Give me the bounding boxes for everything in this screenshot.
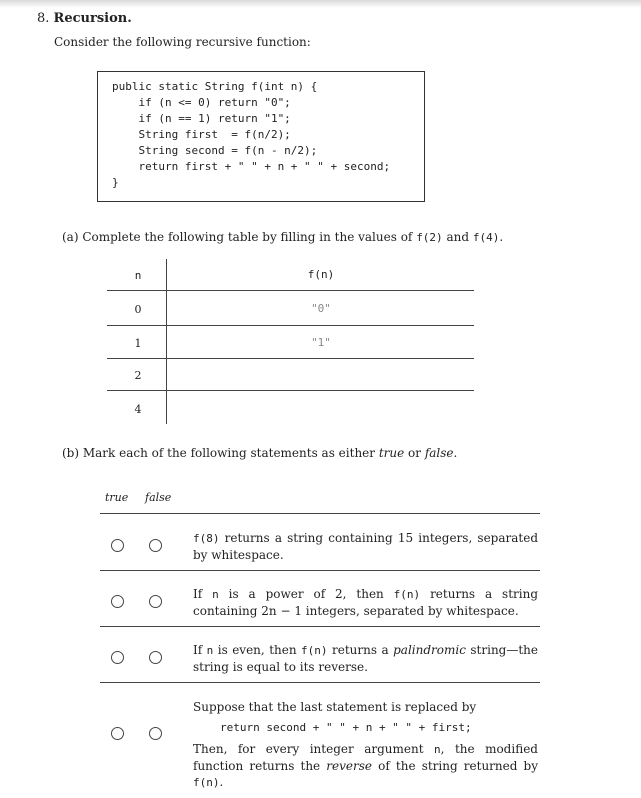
statement-2-text: is a power of 2, then (218, 587, 394, 601)
table-cell-n: 0 (134, 303, 142, 316)
statement-1-false-radio[interactable] (149, 539, 162, 552)
statement-1 (193, 530, 538, 563)
statement-3 (193, 642, 538, 675)
part-b-true-word: true (378, 446, 405, 460)
statement-4-text: of the string returned by (372, 759, 539, 773)
column-header-false: false (145, 491, 172, 504)
part-a-and: and (442, 230, 473, 244)
statement-4-period: . (219, 775, 224, 789)
part-b-prompt (62, 446, 457, 460)
table-cell-fn: "0" (311, 302, 331, 315)
table-cell-n: 2 (134, 369, 142, 382)
part-a-prompt (62, 230, 503, 244)
column-header-true: true (105, 491, 129, 504)
question-title: Recursion. (53, 11, 132, 26)
statement-4 (193, 741, 538, 791)
statement-3-text: is even, then (213, 643, 302, 657)
part-a-f4: f(4) (472, 231, 500, 244)
table-cell-n: 4 (134, 403, 142, 416)
table-header-fn: f(n) (307, 268, 335, 281)
code-line: } (112, 176, 119, 189)
table-header-n: n (134, 269, 142, 282)
table-answer-f4[interactable] (166, 402, 476, 416)
statement-1-text: returns a string containing 15 integers, separated by whitespace. (193, 531, 538, 562)
table-row-rule (107, 358, 474, 359)
statement-rule (100, 682, 540, 683)
statement-2-fn: f(n) (393, 588, 421, 601)
question-heading (37, 11, 132, 26)
statement-4-fn: f(n) (193, 776, 220, 789)
top-shadow-bar (0, 0, 641, 8)
table-answer-f2[interactable] (166, 369, 476, 383)
statement-3-palindromic: palindromic (393, 643, 466, 657)
statement-3-text: If (193, 643, 207, 657)
code-line: public static String f(int n) { (112, 80, 318, 93)
table-cell-n: 1 (134, 337, 142, 350)
statement-3-true-radio[interactable] (111, 651, 124, 664)
statement-4-code: return second + " " + n + " " + first; (220, 721, 472, 734)
statement-2-false-radio[interactable] (149, 595, 162, 608)
statement-2-text: returns a string containing 2n − 1 integers, separated by whitespace. (193, 587, 538, 618)
statement-4-text: Then, for every integer argument (193, 742, 435, 756)
part-b-period: . (453, 446, 458, 460)
statement-4-reverse: reverse (326, 759, 372, 773)
statement-rule (100, 626, 540, 627)
table-cell-fn: "1" (311, 336, 331, 349)
statement-3-text: returns a (327, 643, 394, 657)
statement-4-n: n (434, 743, 441, 756)
statement-4-line1: Suppose that the last statement is replaced by (193, 700, 477, 714)
statement-2-n: n (212, 588, 219, 601)
statement-3-n: n (206, 644, 214, 657)
statement-rule (100, 570, 540, 571)
code-line: String second = f(n - n/2); (112, 144, 318, 157)
code-line: String first = f(n/2); (112, 128, 291, 141)
statement-2-true-radio[interactable] (111, 595, 124, 608)
table-row-rule (107, 390, 474, 391)
code-line: if (n <= 0) return "0"; (112, 96, 291, 109)
statement-1-true-radio[interactable] (111, 539, 124, 552)
code-line: return first + " " + n + " " + second; (112, 160, 391, 173)
part-b-false-word: false (424, 446, 454, 460)
statement-rule (100, 513, 540, 514)
statement-4-true-radio[interactable] (111, 727, 124, 740)
statement-2 (193, 586, 538, 619)
code-line: if (n == 1) return "1"; (112, 112, 291, 125)
part-b-text: (b) Mark each of the following statements as either (62, 446, 379, 460)
statement-3-text: string—the string is equal to its reverse. (193, 643, 539, 674)
statement-4-false-radio[interactable] (149, 727, 162, 740)
statement-2-text: If (193, 587, 213, 601)
part-a-f2: f(2) (416, 231, 443, 244)
part-a-period: . (499, 230, 504, 244)
question-intro: Consider the following recursive function: (54, 35, 311, 49)
part-a-text: (a) Complete the following table by filling in the values of (62, 230, 417, 244)
statement-1-code: f(8) (193, 532, 220, 545)
statement-3-fn: f(n) (301, 644, 328, 657)
statement-3-false-radio[interactable] (149, 651, 162, 664)
part-b-or: or (404, 446, 425, 460)
code-block (112, 79, 390, 191)
question-number: 8. (37, 11, 50, 26)
table-header-rule (107, 290, 474, 291)
table-row-rule (107, 325, 474, 326)
statement-4-text: , the modified function returns the (193, 742, 538, 773)
